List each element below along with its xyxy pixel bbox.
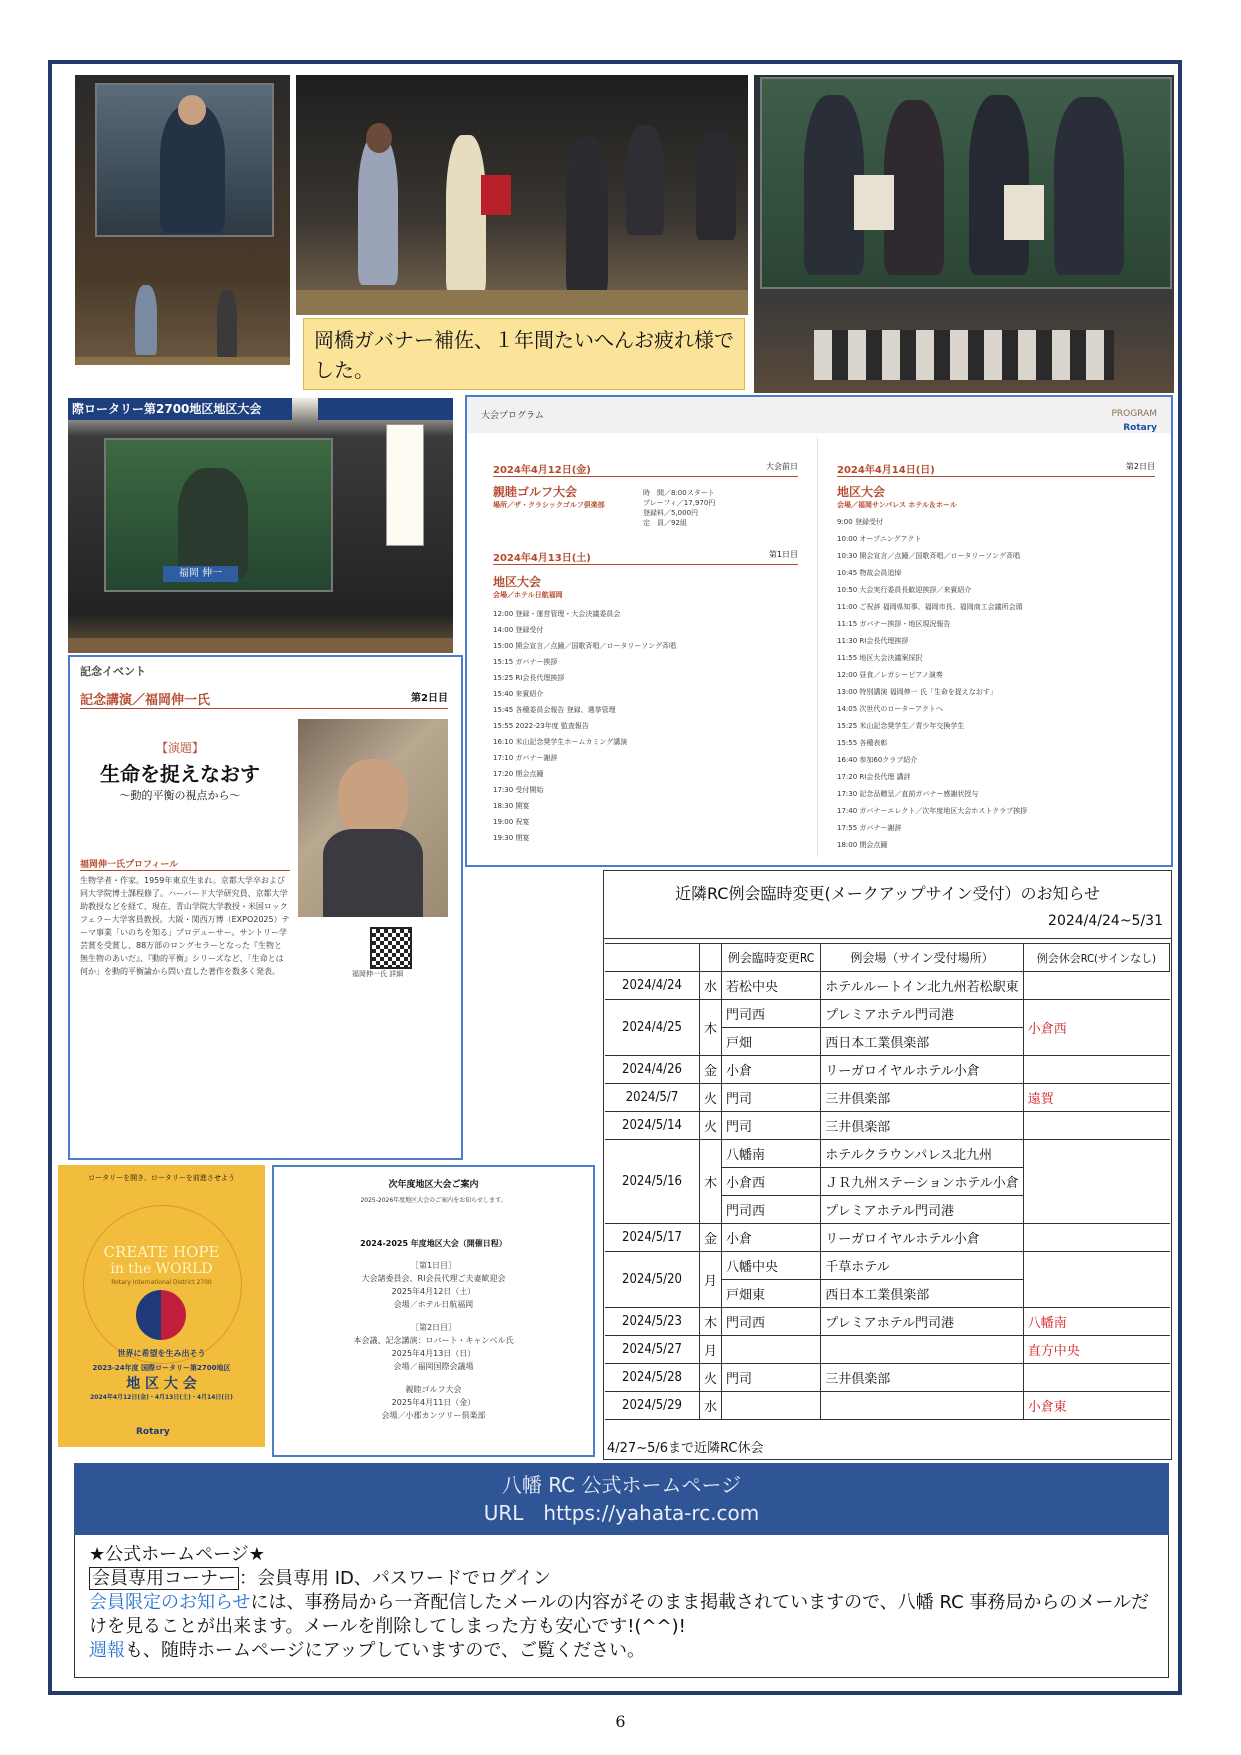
row-weekday: 金 [700, 1224, 722, 1252]
schedule-item: 17:10 ガバナー謝辞 [493, 754, 558, 762]
photo-caption: 岡橋ガバナー補佐、１年間たいへんお疲れ様でした。 [303, 318, 745, 390]
photo-lecture [68, 398, 453, 653]
event-heading: 記念イベント [80, 665, 146, 678]
table-row [605, 1000, 1170, 1028]
table-row [605, 1336, 1170, 1364]
row-rc: 若松中央 [722, 972, 821, 1000]
row-rc: 戸畑東 [722, 1280, 821, 1308]
schedule-item: 11:15 ガバナー挨拶・地区現況報告 [837, 620, 951, 628]
schedule-item: 16:10 米山記念奨学生ホームカミング講演 [493, 738, 628, 746]
row-venue: 西日本工業倶楽部 [821, 1028, 1024, 1056]
row-venue: ホテルクラウンパレス北九州 [821, 1140, 1024, 1168]
schedule-item: 15:00 開会宣言／点鐘／国歌斉唱／ロータリーソング斉唱 [493, 642, 676, 650]
schedule-item: 15:15 ガバナー挨拶 [493, 658, 558, 666]
day0-date: 2024年4月12日(金) [493, 465, 591, 476]
row-venue: 三井倶楽部 [821, 1084, 1024, 1112]
profile-title: 福岡伸一氏プロフィール [80, 857, 290, 871]
schedule-item: 11:30 RI会長代理挨拶 [837, 637, 909, 645]
row-date: 2024/5/28 [605, 1364, 700, 1392]
page-number: 6 [615, 1712, 626, 1731]
row-weekday: 月 [700, 1336, 722, 1364]
row-off-rc [1023, 1140, 1169, 1224]
row-venue: ＪＲ九州ステーションホテル小倉 [821, 1168, 1024, 1196]
event-banner: 際ロータリー第2700地区地区大会 [68, 398, 292, 420]
row-off-rc [1023, 1224, 1169, 1252]
row-rc [722, 1392, 821, 1420]
schedule-item: 17:30 受付開始 [493, 786, 544, 794]
row-venue: 三井倶楽部 [821, 1112, 1024, 1140]
schedule-item: 14:05 次世代のローターアクトへ [837, 705, 943, 713]
homepage-info: ★公式ホームページ★ 会員専用コーナー ：会員専用 ID、パスワードでログイン 会員限定のお知らせには、事務局から一斉配信したメールの内容がそのまま掲載されていますので、八幡 RC 事務局からのメールだけを見ることが出来ます。メールを削除してしまった方も安心です!(^^)! 週報も、随時ホームページにアップしていますので、ご覧ください。 [74, 1535, 1169, 1678]
schedule-item: 15:25 RI会長代理挨拶 [493, 674, 565, 682]
row-rc: 門司 [722, 1084, 821, 1112]
day2-schedule [837, 514, 1155, 854]
row-rc: 小倉 [722, 1056, 821, 1084]
program-document [465, 395, 1173, 867]
row-venue: ホテルルートイン北九州若松駅東 [821, 972, 1024, 1000]
program-brand: PROGRAM [1111, 409, 1157, 419]
poster-slogan-2: in the WORLD [110, 1261, 213, 1277]
table-row [605, 1140, 1170, 1168]
row-off-rc [1023, 1112, 1169, 1140]
schedule-item: 19:30 閉宴 [493, 834, 530, 842]
schedule-item: 14:00 登録受付 [493, 626, 544, 634]
rotary-logo-text: Rotary [1123, 423, 1157, 433]
day0-venue: 場所／ザ・クラシックゴルフ倶楽部 [493, 501, 605, 509]
row-date: 2024/5/20 [605, 1252, 700, 1308]
homepage-star-heading: ★公式ホームページ★ [89, 1544, 265, 1565]
schedule-item: 10:50 大会実行委員長歓迎挨拶／来賓紹介 [837, 586, 972, 594]
day1-venue: 会場／ホテル日航福岡 [493, 591, 563, 599]
photo-speaker [75, 75, 290, 365]
homepage-url[interactable]: URL https://yahata-rc.com [483, 1501, 760, 1525]
schedule-item: 10:00 オープニングアクト [837, 535, 922, 543]
weekly-report-link[interactable]: 週報 [89, 1640, 125, 1661]
row-rc: 小倉西 [722, 1168, 821, 1196]
lecture-theme: 生命を捉えなおす [100, 762, 260, 786]
day1-tag: 第1日目 [768, 550, 798, 559]
table-row [605, 1112, 1170, 1140]
schedule-item: 15:55 各種表彰 [837, 739, 888, 747]
table-row [605, 1224, 1170, 1252]
row-date: 2024/5/27 [605, 1336, 700, 1364]
row-weekday: 木 [700, 1000, 722, 1056]
row-rc: 門司 [722, 1112, 821, 1140]
row-off-rc [1023, 972, 1169, 1000]
row-rc: 門司西 [722, 1000, 821, 1028]
row-venue [821, 1336, 1024, 1364]
schedule-item: 17:55 ガバナー謝辞 [837, 824, 902, 832]
day2-date: 2024年4月14日(日) [837, 465, 935, 476]
member-corner-label[interactable]: 会員専用コーナー [89, 1567, 239, 1590]
row-off-rc: 八幡南 [1023, 1308, 1169, 1336]
rc-notice-title: 近隣RC例会臨時変更(メークアップサイン受付）のお知らせ [674, 884, 1100, 903]
row-rc: 門司西 [722, 1308, 821, 1336]
row-weekday: 木 [700, 1308, 722, 1336]
row-weekday: 火 [700, 1084, 722, 1112]
schedule-item: 12:00 登録・運営管理・大会決議委員会 [493, 610, 621, 618]
event-poster: ロータリーを開き、ロータリーを前進させよう CREATE HOPE in the WORLD Rotary International District 2700 世界に希望を生み出そう 2023-24年度 国際ロータリー第2700地区 地 区 大 会 2024年4月12日(金)・4月13日(土)・4月14日(日) Rotary [58, 1165, 265, 1447]
photo-award-presentation [296, 75, 748, 315]
schedule-item: 16:40 参加60クラブ紹介 [837, 756, 918, 764]
row-rc: 八幡南 [722, 1140, 821, 1168]
day2-venue: 会場／福岡サンパレス ホテル＆ホール [837, 501, 957, 509]
row-off-rc [1023, 1056, 1169, 1084]
row-weekday: 火 [700, 1112, 722, 1140]
day2-title: 地区大会 [837, 485, 886, 499]
poster-rotary-logo: Rotary [136, 1427, 170, 1437]
poster-emblem-icon [136, 1290, 186, 1340]
event-document [68, 655, 463, 1160]
homepage-banner [74, 1463, 1169, 1535]
row-off-rc [1023, 1364, 1169, 1392]
event-title: 記念講演／福岡伸一氏 [80, 693, 211, 708]
schedule-item: 9:00 登録受付 [837, 518, 883, 526]
schedule-item: 11:55 地区大会決議案採択 [837, 654, 923, 662]
day0-details: 時 間／8:00スタート プレーフィ／17,970円 登録料／5,000円 定 員／92組 [643, 489, 716, 527]
day0-tag: 大会前日 [766, 462, 798, 471]
schedule-item: 18:00 閉会点鐘 [837, 841, 888, 849]
schedule-item: 17:30 記念品贈呈／直前ガバナー感謝状授与 [837, 790, 979, 798]
table-row [605, 1392, 1170, 1420]
row-weekday: 月 [700, 1252, 722, 1308]
row-date: 2024/5/17 [605, 1224, 700, 1252]
table-row [605, 972, 1170, 1000]
schedule-item: 12:00 昼食／レガシーピアノ演奏 [837, 671, 943, 679]
row-venue: リーガロイヤルホテル小倉 [821, 1056, 1024, 1084]
schedule-item: 17:40 ガバナーエレクト／次年度地区大会ホストクラブ挨拶 [837, 807, 1028, 815]
row-venue: リーガロイヤルホテル小倉 [821, 1224, 1024, 1252]
row-date: 2024/5/23 [605, 1308, 700, 1336]
schedule-item: 11:00 ご祝辞 福岡県知事、福岡市長、福岡商工会議所会頭 [837, 603, 1023, 611]
row-off-rc: 遠賀 [1023, 1084, 1169, 1112]
photo-group [754, 75, 1174, 393]
row-off-rc [1023, 1252, 1169, 1308]
schedule-item: 15:40 来賓紹介 [493, 690, 544, 698]
day1-title: 地区大会 [493, 575, 542, 589]
table-header-row: 例会臨時変更RC 例会場（サイン受付場所） 例会休会RC(サインなし) [605, 944, 1170, 972]
row-venue [821, 1392, 1024, 1420]
row-rc: 門司西 [722, 1196, 821, 1224]
schedule-item: 19:00 祝宴 [493, 818, 530, 826]
row-venue: 千草ホテル [821, 1252, 1024, 1280]
schedule-item: 15:25 米山記念奨学生／青少年交換学生 [837, 722, 965, 730]
program-heading: 大会プログラム [481, 411, 544, 421]
schedule-item: 17:20 RI会長代理 講評 [837, 773, 911, 781]
homepage-title: 八幡 RC 公式ホームページ [501, 1473, 742, 1497]
rc-footnote: 4/27~5/6まで近隣RC休会 [607, 1441, 764, 1456]
next-year-notice: 次年度地区大会ご案内 2025-2026年度地区大会のご案内をお知らせします。 2024-2025 年度地区大会（開催日程） ［第1日目］ 大会諸委員会、RI会長代理ご夫妻歓迎会 2025年4月12日（土） 会場／ホテル日航福岡 ［第2日目］ 本会議、記念講演：ロバート・キャンベル氏 2025年4月13日（日） 会場／福岡国際会議場 親睦ゴルフ大会 2025年4月11日（金） 会場／小郡カンツリー倶楽部 [272, 1165, 595, 1457]
row-rc [722, 1336, 821, 1364]
row-weekday: 火 [700, 1364, 722, 1392]
row-date: 2024/5/16 [605, 1140, 700, 1224]
day1-date: 2024年4月13日(土) [493, 553, 591, 564]
day2-tag: 第2日目 [1125, 462, 1155, 471]
table-row [605, 1252, 1170, 1280]
row-venue: 三井倶楽部 [821, 1364, 1024, 1392]
poster-title: 地 区 大 会 [126, 1376, 197, 1392]
qr-code [370, 927, 412, 969]
schedule-item: 13:00 特別講演 福岡伸一 氏「生命を捉えなおす」 [837, 688, 997, 696]
row-rc: 八幡中央 [722, 1252, 821, 1280]
schedule-item: 18:30 開宴 [493, 802, 530, 810]
name-plate: 福岡 伸一 [163, 566, 238, 582]
rc-change-table [605, 943, 1170, 1420]
row-rc: 門司 [722, 1364, 821, 1392]
row-weekday: 木 [700, 1140, 722, 1224]
table-row [605, 1056, 1170, 1084]
row-venue: 西日本工業倶楽部 [821, 1280, 1024, 1308]
lecture-subtheme: 〜動的平衡の視点から〜 [119, 789, 241, 802]
event-tag: 第2日目 [411, 693, 448, 704]
poster-slogan-1: CREATE HOPE [103, 1243, 220, 1261]
table-row [605, 1308, 1170, 1336]
rc-notice-period: 2024/4/24~5/31 [1048, 913, 1163, 929]
row-weekday: 金 [700, 1056, 722, 1084]
row-date: 2024/4/26 [605, 1056, 700, 1084]
day1-schedule [493, 606, 798, 846]
profile-text: 生物学者・作家。1959年東京生まれ。京都大学卒および同大学院博士課程修了。ハーバード大学研究員、京都大学助教授などを経て、現在、青山学院大学教授・米国ロックフェラー大学客員教授。大阪・関西万博（EXPO2025）テーマ事業「いのちを知る」プロデューサー。サントリー学芸賞を受賞し、88万部のロングセラーとなった『生物と無生物のあいだ』、『動的平衡』シリーズなど、「生命とは何か」を動的平衡論から問い直した著作を数多く発表。 [80, 876, 290, 976]
row-weekday: 水 [700, 972, 722, 1000]
row-date: 2024/4/25 [605, 1000, 700, 1056]
day0-title: 親睦ゴルフ大会 [493, 485, 578, 499]
row-off-rc: 小倉東 [1023, 1392, 1169, 1420]
row-off-rc: 直方中央 [1023, 1336, 1169, 1364]
row-weekday: 水 [700, 1392, 722, 1420]
row-rc: 小倉 [722, 1224, 821, 1252]
qr-caption: 福岡伸一氏 詳細 [352, 970, 404, 978]
schedule-item: 15:45 各種委員会報告 登録、選挙管理 [493, 706, 616, 714]
member-notice-link[interactable]: 会員限定のお知らせ [89, 1592, 251, 1613]
row-date: 2024/4/24 [605, 972, 700, 1000]
schedule-item: 17:20 閉会点鐘 [493, 770, 544, 778]
row-venue: プレミアホテル門司港 [821, 1308, 1024, 1336]
schedule-item: 15:55 2022-23年度 監査報告 [493, 722, 589, 730]
theme-label: 【演題】 [155, 741, 204, 755]
schedule-item: 10:30 開会宣言／点鐘／国歌斉唱／ロータリーソング斉唱 [837, 552, 1020, 560]
row-venue: プレミアホテル門司港 [821, 1196, 1024, 1224]
table-row [605, 1084, 1170, 1112]
row-date: 2024/5/14 [605, 1112, 700, 1140]
row-venue: プレミアホテル門司港 [821, 1000, 1024, 1028]
row-rc: 戸畑 [722, 1028, 821, 1056]
schedule-item: 10:45 物故会員追悼 [837, 569, 902, 577]
row-date: 2024/5/7 [605, 1084, 700, 1112]
row-date: 2024/5/29 [605, 1392, 700, 1420]
table-row [605, 1364, 1170, 1392]
row-off-rc: 小倉西 [1023, 1000, 1169, 1056]
